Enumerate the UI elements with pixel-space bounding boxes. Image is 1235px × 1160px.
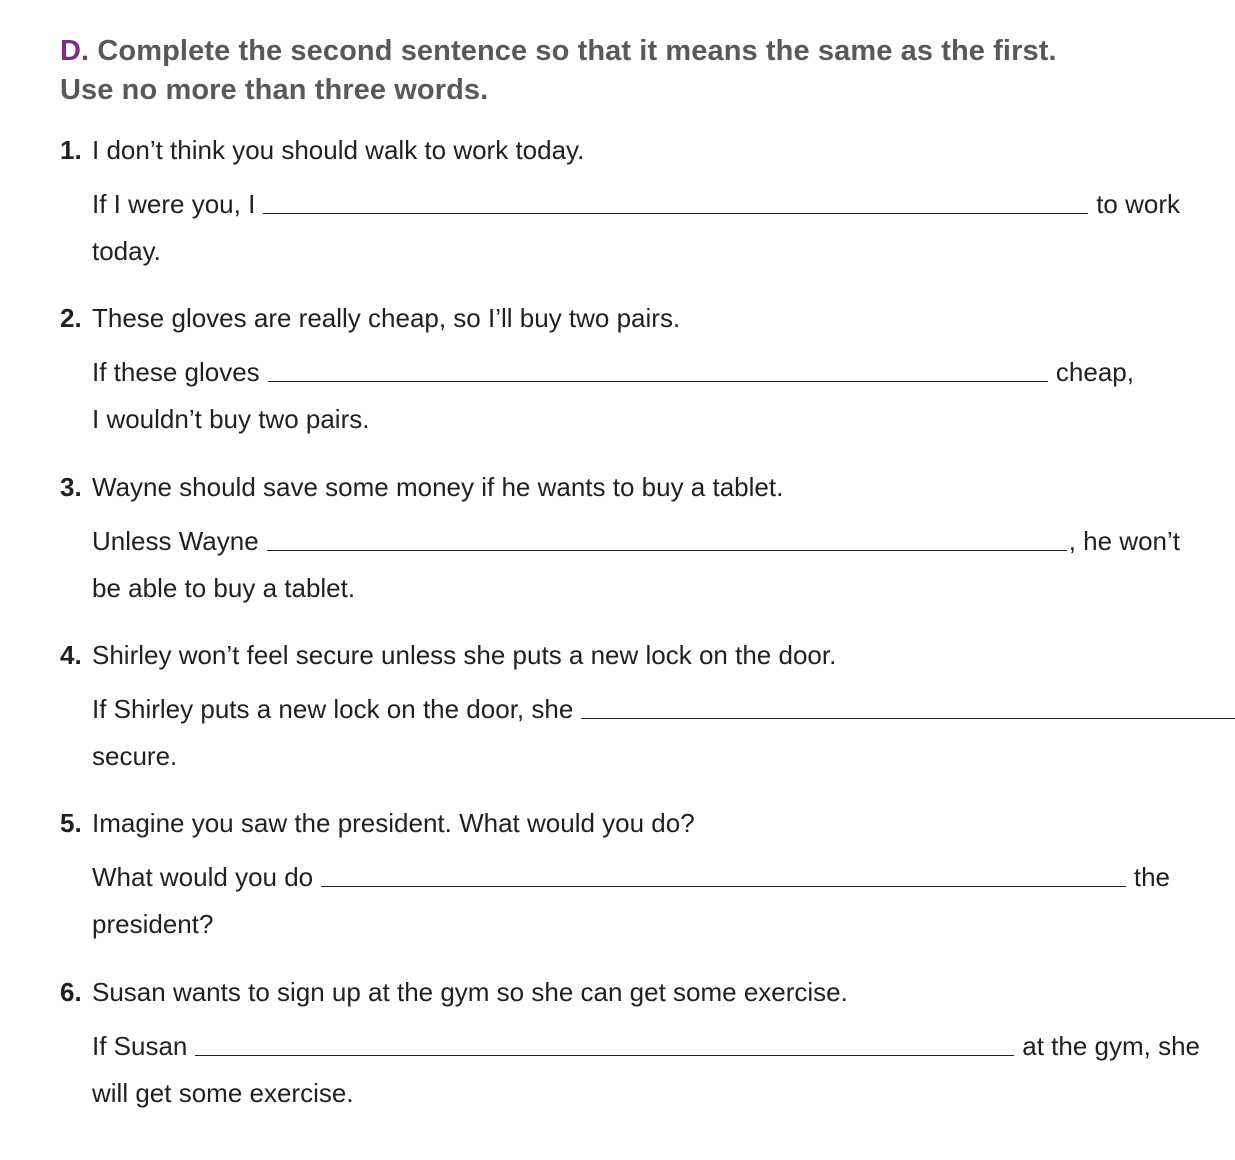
sentence-continuation: today. bbox=[92, 236, 161, 266]
text-before-blank: What would you do bbox=[92, 862, 314, 892]
item-prompt: Imagine you saw the president. What would you do? bbox=[92, 808, 695, 838]
item-number: 5. bbox=[60, 808, 82, 838]
answer-blank-2[interactable] bbox=[268, 355, 1048, 382]
answer-blank-6[interactable] bbox=[195, 1029, 1014, 1056]
text-before-blank: If Shirley puts a new lock on the door, she bbox=[92, 694, 574, 724]
item-prompt: Susan wants to sign up at the gym so she can get some exercise. bbox=[92, 977, 848, 1007]
sentence-continuation: secure. bbox=[92, 741, 178, 771]
instructions-line-1 bbox=[60, 32, 1190, 71]
exercise-item-1 bbox=[60, 133, 1190, 266]
text-after-blank: , he won’t bbox=[1068, 526, 1180, 556]
item-prompt: Wayne should save some money if he wants to buy a tablet. bbox=[92, 472, 784, 502]
sentence-continuation: be able to buy a tablet. bbox=[92, 573, 356, 603]
sentence-continuation: I wouldn’t buy two pairs. bbox=[92, 404, 370, 434]
exercise-item-4 bbox=[60, 638, 1190, 771]
instructions-text-1: Complete the second sentence so that it means the same as the first. bbox=[97, 35, 1057, 67]
text-after-blank: the bbox=[1133, 862, 1170, 892]
text-after-blank: at the gym, she bbox=[1022, 1031, 1200, 1061]
sentence-continuation: president? bbox=[92, 909, 214, 939]
instructions-line-2: Use no more than three words. bbox=[60, 74, 489, 106]
item-prompt: These gloves are really cheap, so I’ll buy two pairs. bbox=[92, 303, 681, 333]
item-number: 3. bbox=[60, 472, 82, 502]
text-after-blank: to work bbox=[1096, 189, 1180, 219]
item-prompt: Shirley won’t feel secure unless she puts a new lock on the door. bbox=[92, 640, 837, 670]
exercise-item-6 bbox=[60, 975, 1200, 1108]
text-before-blank: Unless Wayne bbox=[92, 526, 259, 556]
exercise-item-5 bbox=[60, 806, 1190, 939]
answer-blank-4[interactable] bbox=[581, 692, 1235, 719]
exercise-instructions bbox=[60, 32, 1190, 110]
exercise-letter: D. bbox=[60, 35, 90, 67]
answer-blank-3[interactable] bbox=[267, 524, 1067, 551]
item-number: 4. bbox=[60, 640, 82, 670]
item-number: 2. bbox=[60, 303, 82, 333]
item-number: 6. bbox=[60, 977, 82, 1007]
text-after-blank: cheap, bbox=[1055, 357, 1134, 387]
answer-blank-5[interactable] bbox=[321, 860, 1126, 887]
text-before-blank: If Susan bbox=[92, 1031, 188, 1061]
exercise-item-2 bbox=[60, 301, 1190, 434]
exercise-item-3 bbox=[60, 470, 1190, 603]
text-before-blank: If these gloves bbox=[92, 357, 260, 387]
sentence-continuation: will get some exercise. bbox=[92, 1078, 354, 1108]
item-prompt: I don’t think you should walk to work today. bbox=[92, 135, 585, 165]
item-number: 1. bbox=[60, 135, 82, 165]
answer-blank-1[interactable] bbox=[263, 187, 1088, 214]
text-before-blank: If I were you, I bbox=[92, 189, 256, 219]
